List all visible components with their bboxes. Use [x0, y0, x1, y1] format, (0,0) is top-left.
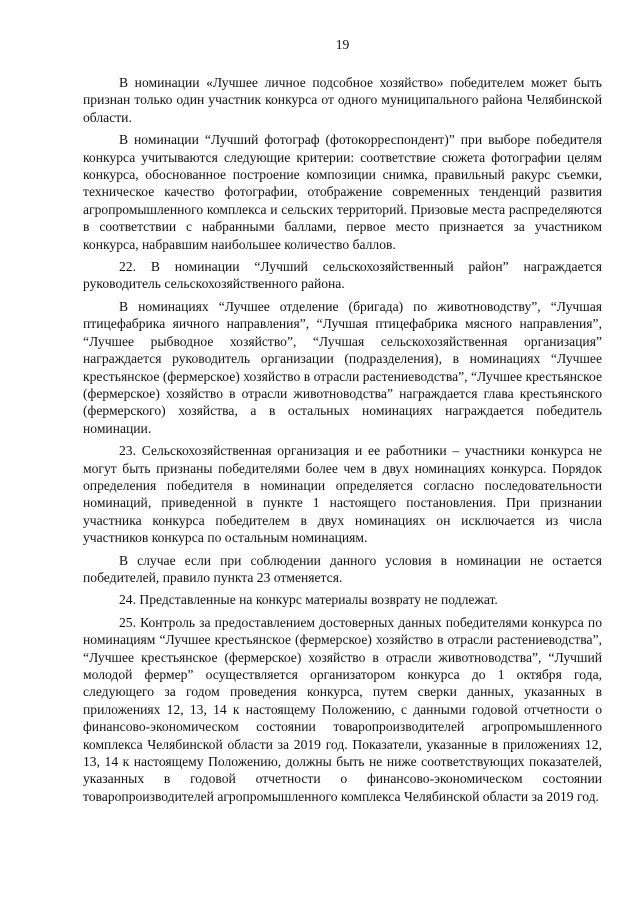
paragraph-item-23: 23. Сельскохозяйственная организация и ее работники – участники конкурса не могут быть признаны победителями более чем в двух номинациях конкурса. Порядок определения победителя в номинации определяется согласно последовательности номинаций, приведенной в пункте 1 настоящего постановления. При признании участника конкурса победителем в двух номинациях он исключается из числа участников конкурса по остальным номинациям.	[83, 443, 602, 546]
page-number: 19	[335, 37, 350, 52]
paragraph-item-22: 22. В номинации “Лучший сельскохозяйственный район” награждается руководитель сельскохозяйственного района.	[83, 259, 602, 292]
paragraph-item-24: 24. Представленные на конкурс материалы возврату не подлежат.	[119, 592, 498, 608]
paragraph-photographer-nomination: В номинации “Лучший фотограф (фотокорреспондент)” при выборе победителя конкурса учитываются следующие критерии: соответствие сюжета фотографии целям конкурса, обоснованное построение композиции снимка, правильный ракурс съемки, техническое качество фотографии, отображение современных тенденций развития агропромышленного комплекса и сельских территорий. Призовые места распределяются в соответствии с набранными баллами, первое место признается за участником конкурса, набравшим наибольшее количество баллов.	[83, 132, 602, 252]
paragraph-item-25: 25. Контроль за предоставлением достоверных данных победителями конкурса по номинациям “Лучшее крестьянское (фермерское) хозяйство в отрасли растениеводства”, “Лучшее крестьянское (фермерское) хозяйство в отрасли животноводства”, “Лучший молодой фермер” осуществляется организатором конкурса до 1 октября года, следующего за годом проведения конкурса, путем сверки данных, указанных в приложениях 12, 13, 14 к настоящему Положению, с данными годовой отчетности о финансово-экономическом состоянии товаропроизводителей агропромышленного комплекса Челябинской области за 2019 год. Показатели, указанные в приложениях 12, 13, 14 к настоящему Положению, должны быть не ниже соответствующих показателей, указанных в годовой отчетности о финансово-экономическом состоянии товаропроизводителей агропромышленного комплекса Челябинской области за 2019 год.	[83, 614, 602, 804]
paragraph-rule-exception: В случае если при соблюдении данного условия в номинации не остается победителей, правило пункта 23 отменяется.	[83, 552, 602, 585]
paragraph-private-farm-nomination: В номинации «Лучшее личное подсобное хозяйство» победителем может быть признан только один участник конкурса от одного муниципального района Челябинской области.	[83, 75, 602, 125]
paragraph-nominations-awards: В номинациях “Лучшее отделение (бригада) по животноводству”, “Лучшая птицефабрика яичного направления”, “Лучшая птицефабрика мясного направления”, “Лучшее рыбводное хозяйство”, “Лучшая сельскохозяйственная организация” награждается руководитель организации (подразделения), в номинациях “Лучшее крестьянское (фермерское) хозяйство в отрасли растениеводства”, “Лучшее крестьянское (фермерское) хозяйство в отрасли животноводства” награждается глава крестьянского (фермерского) хозяйства, а в остальных номинациях награждается победитель номинации.	[83, 298, 602, 436]
